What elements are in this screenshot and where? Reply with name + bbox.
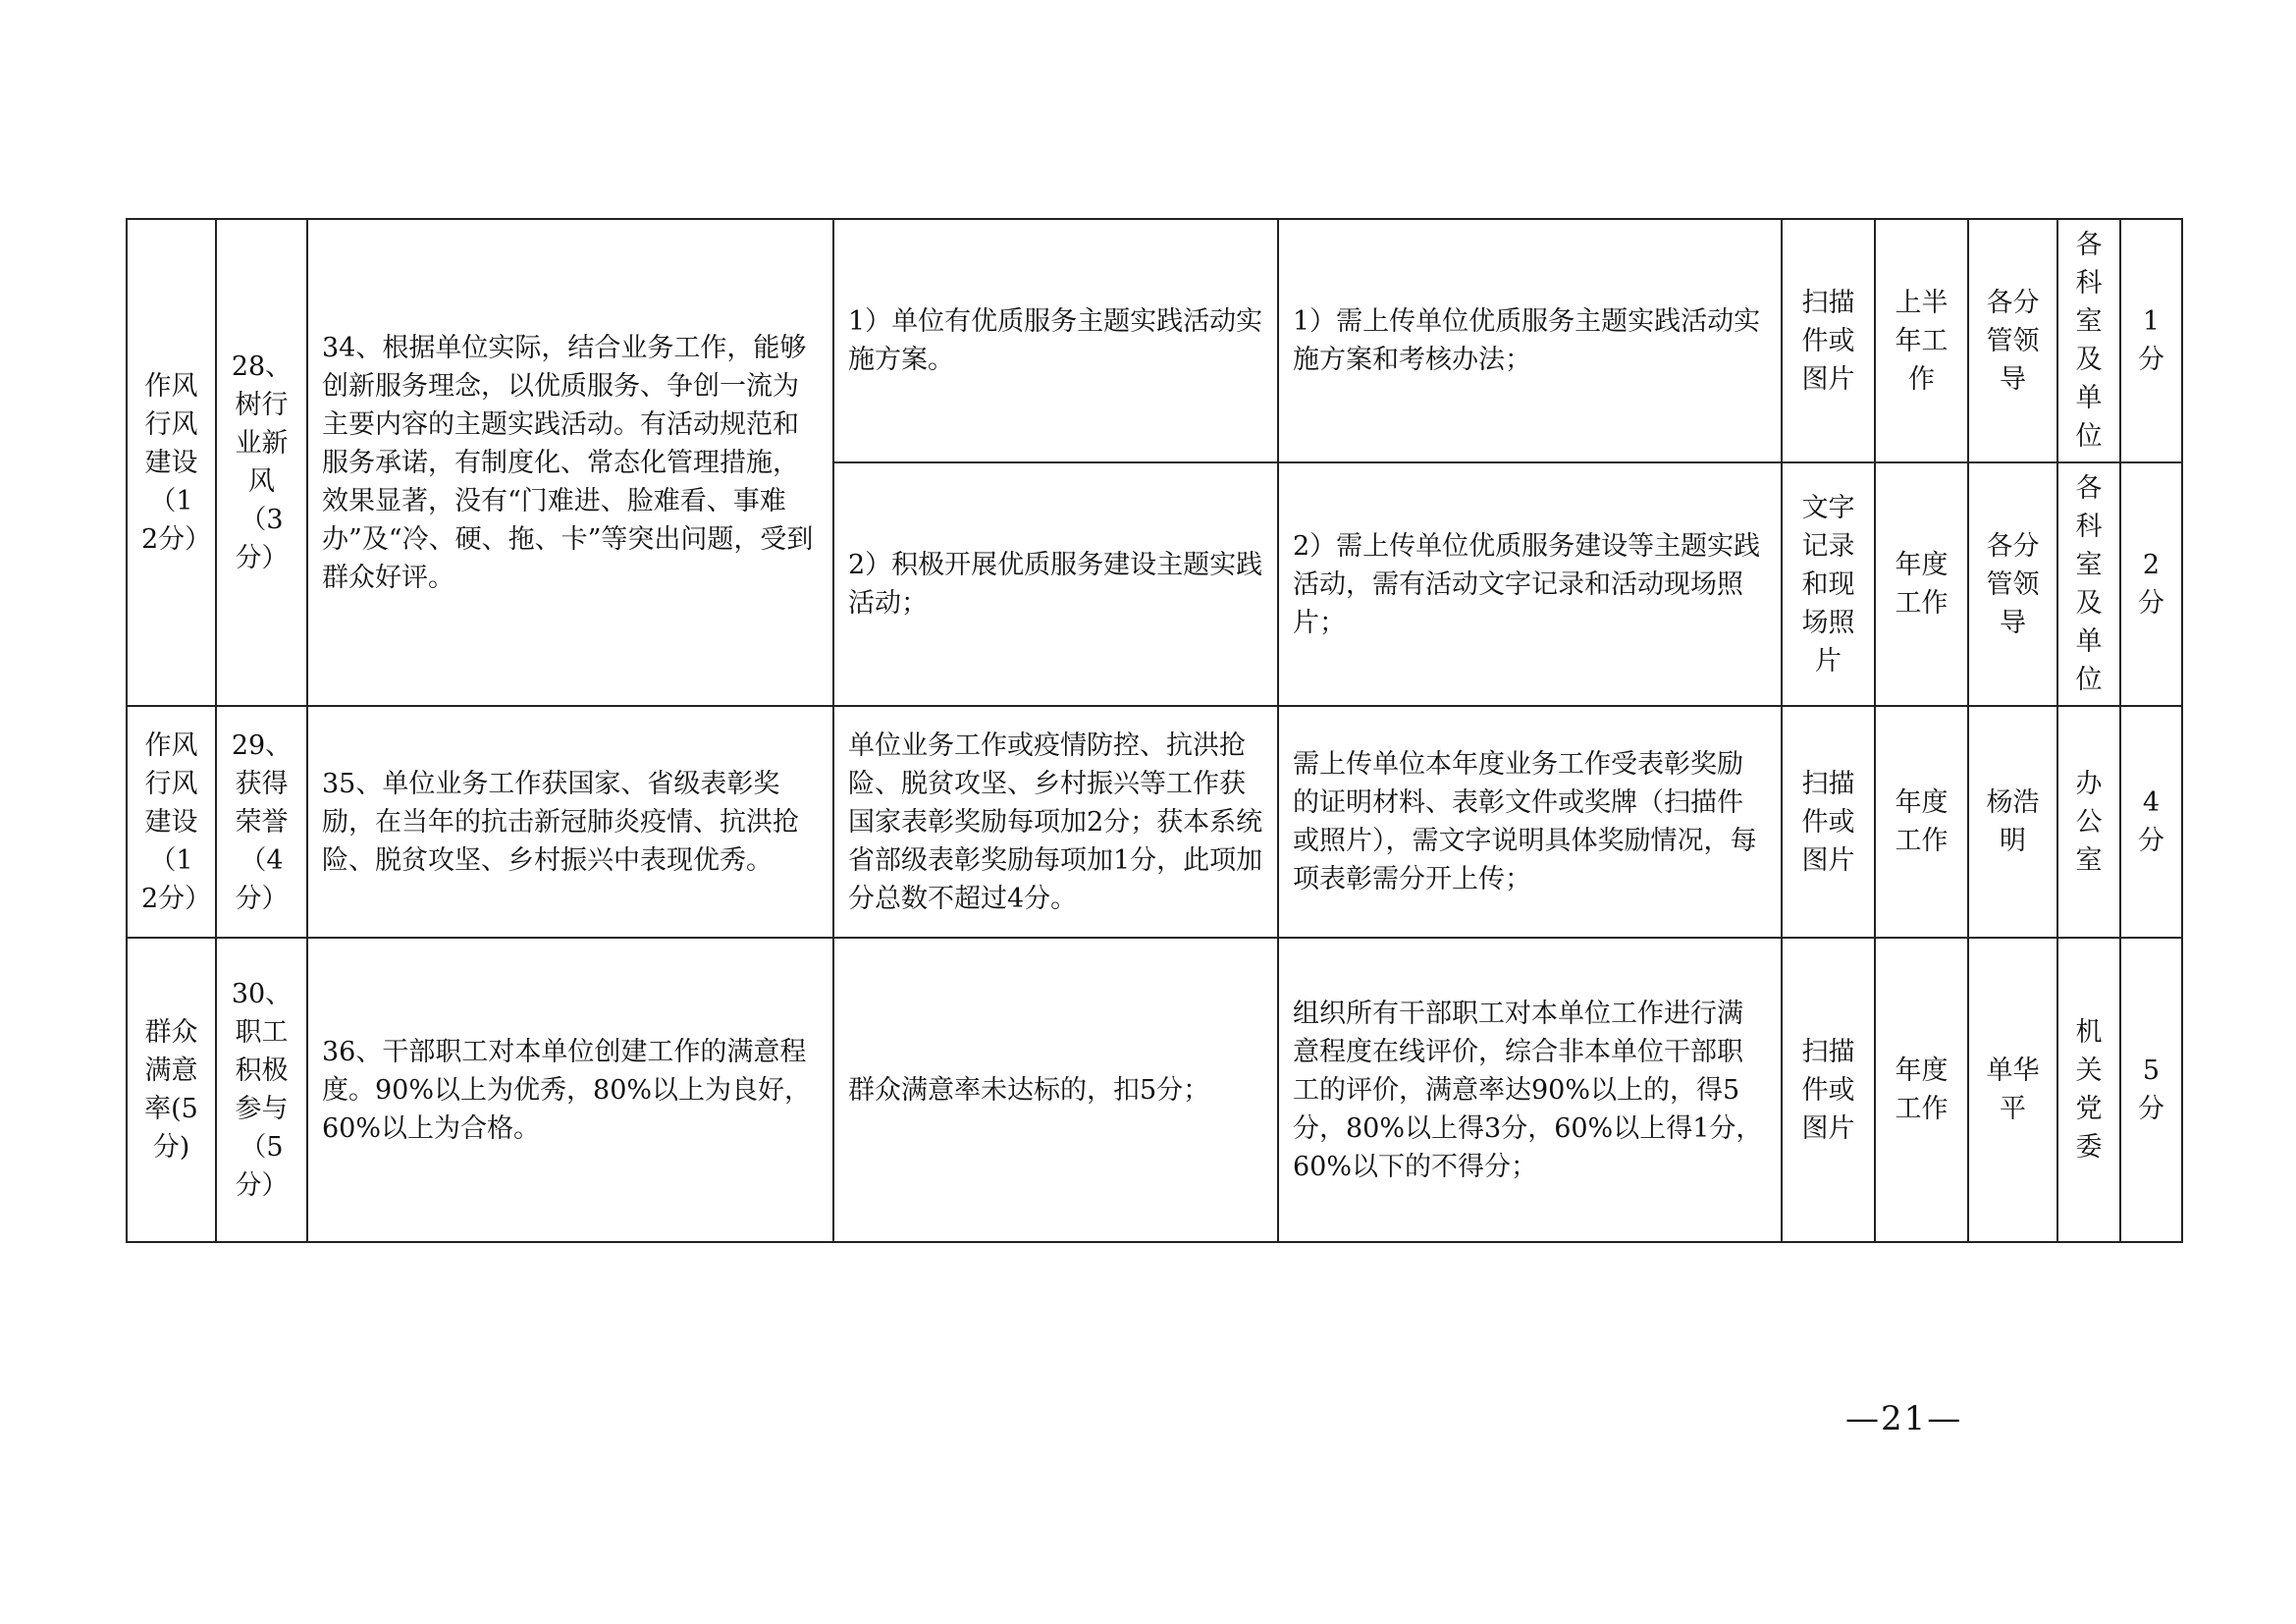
dept-cell: 各科室及单位 [2057,462,2120,706]
criteria-cell: 1）单位有优质服务主题实践活动实施方案。 [833,219,1278,462]
category-cell: 作风行风建设（12分） [127,219,216,706]
score-cell: 1分 [2120,219,2182,462]
score-cell: 5分 [2120,938,2182,1242]
score-cell: 2分 [2120,462,2182,706]
time-cell: 上半年工作 [1875,219,1968,462]
content-cell: 36、干部职工对本单位创建工作的满意程度。90%以上为优秀，80%以上为良好，60%以上为合格。 [307,938,833,1242]
form-cell: 文字记录和现场照片 [1782,462,1875,706]
table-row [127,219,2182,462]
time-cell: 年度工作 [1875,938,1968,1242]
content-cell: 35、单位业务工作获国家、省级表彰奖励，在当年的抗击新冠肺炎疫情、抗洪抢险、脱贫攻坚、乡村振兴中表现优秀。 [307,706,833,938]
item-cell: 28、树行业新风（3分） [216,219,307,706]
requirement-cell: 2）需上传单位优质服务建设等主题实践活动，需有活动文字记录和活动现场照片； [1278,462,1782,706]
form-cell: 扫描件或图片 [1782,706,1875,938]
score-cell: 4分 [2120,706,2182,938]
page-number: —21— [1845,1399,1963,1438]
content-cell: 34、根据单位实际，结合业务工作，能够创新服务理念，以优质服务、争创一流为主要内容的主题实践活动。有活动规范和服务承诺，有制度化、常态化管理措施，效果显著，没有“门难进、脸难看、事难办”及“冷、硬、拖、卡”等突出问题，受到群众好评。 [307,219,833,706]
leader-cell: 各分管领导 [1968,219,2057,462]
evaluation-table [126,218,2183,1243]
requirement-cell: 组织所有干部职工对本单位工作进行满意程度在线评价，综合非本单位干部职工的评价，满意率达90%以上的，得5分，80%以上得3分，60%以上得1分，60%以下的不得分； [1278,938,1782,1242]
time-cell: 年度工作 [1875,706,1968,938]
table-row [127,938,2182,1242]
leader-cell: 杨浩明 [1968,706,2057,938]
time-cell: 年度工作 [1875,462,1968,706]
form-cell: 扫描件或图片 [1782,219,1875,462]
criteria-cell: 2）积极开展优质服务建设主题实践活动； [833,462,1278,706]
leader-cell: 单华平 [1968,938,2057,1242]
requirement-cell: 需上传单位本年度业务工作受表彰奖励的证明材料、表彰文件或奖牌（扫描件或照片），需文字说明具体奖励情况，每项表彰需分开上传； [1278,706,1782,938]
dept-cell: 办公室 [2057,706,2120,938]
table-row [127,706,2182,938]
item-cell: 30、职工积极参与（5分） [216,938,307,1242]
dept-cell: 各科室及单位 [2057,219,2120,462]
category-cell: 群众满意率(5分) [127,938,216,1242]
requirement-cell: 1）需上传单位优质服务主题实践活动实施方案和考核办法； [1278,219,1782,462]
leader-cell: 各分管领导 [1968,462,2057,706]
dept-cell: 机关党委 [2057,938,2120,1242]
category-cell: 作风行风建设（12分） [127,706,216,938]
criteria-cell: 单位业务工作或疫情防控、抗洪抢险、脱贫攻坚、乡村振兴等工作获国家表彰奖励每项加2分；获本系统省部级表彰奖励每项加1分，此项加分总数不超过4分。 [833,706,1278,938]
criteria-cell: 群众满意率未达标的，扣5分； [833,938,1278,1242]
form-cell: 扫描件或图片 [1782,938,1875,1242]
item-cell: 29、获得荣誉（4分） [216,706,307,938]
